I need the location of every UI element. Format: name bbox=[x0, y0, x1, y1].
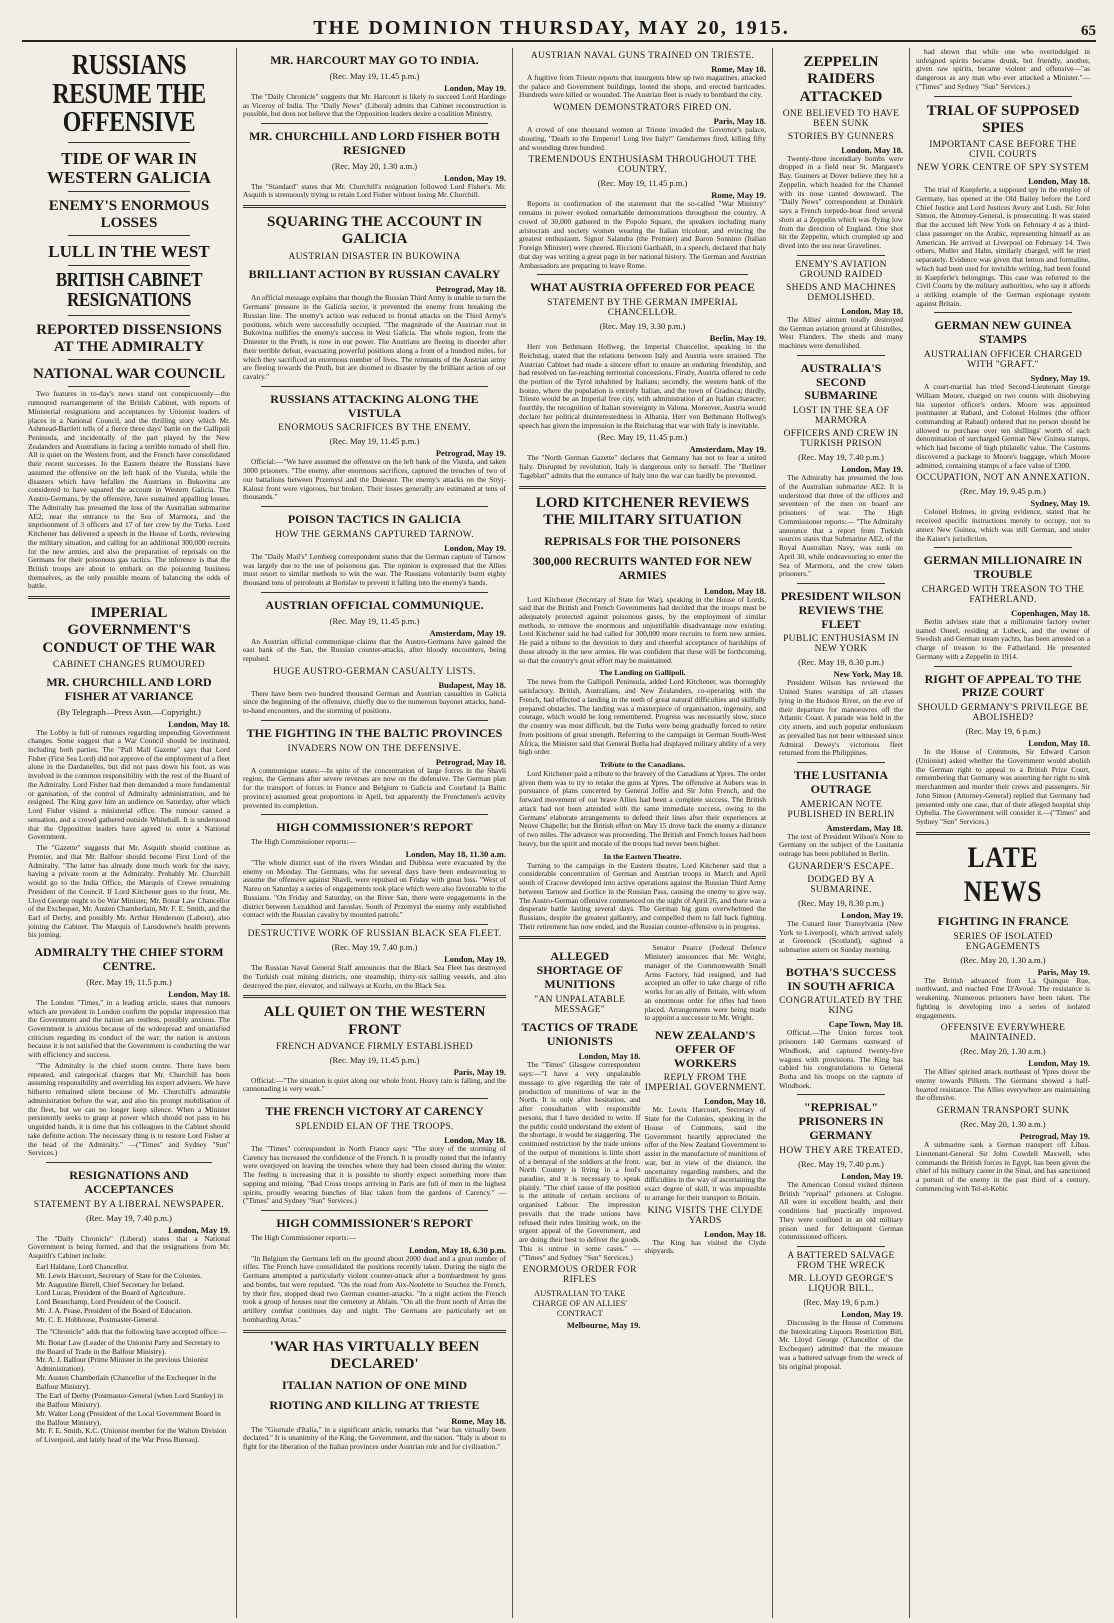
dateline: London, May 19. bbox=[168, 1224, 230, 1235]
dateline: London, May 18, 11.30 a.m. bbox=[405, 848, 506, 859]
list-item: Mr. J. A. Pease, President of the Board of Education. bbox=[36, 1306, 192, 1316]
dateline: Amsterdam, May 19. bbox=[429, 627, 506, 638]
article-paragraph: Official:—"We have assumed the offensive on the left bank of the Vistula, and taken 3000 prisoners. "The enemy, after enormous sacrifices, captured the trenches of two of our battalions between Przemysl and the Dniester. The enemy's attacks on the Stryj-Kalusz front were vigorous, but broken. Their losses generally are estimated at tens of thousands." bbox=[243, 457, 506, 502]
headline-war-council: NATIONAL WAR COUNCIL bbox=[33, 366, 225, 383]
subhead-liberal-newspaper: STATEMENT BY A LIBERAL NEWSPAPER. bbox=[33, 1199, 225, 1210]
headline-carency: THE FRENCH VICTORY AT CARENCY bbox=[265, 1104, 484, 1119]
intro-paragraph: Two features in to-day's news stand out conspicuously—the rumoured rearrangement of the British Cabinet, with reports of Ministerial resignations and acceptances by Unionist leaders of places in a National Council, and the thrilling story which Mr. Ashmead-Bartlett tells of a fierce three days' battle on the Gallipoli Peninsula, and incidentally of the part played by the New Zealanders and Australians in facing a terrible tornado of shell fire. All is quiet on the Western front, and the French have consolidated their recent successes. In the Eastern theatre the Russians have assumed the offensive on the left bank of the Vistula, while the disasters which have befallen the Austrians in Bukovina are considered to have squared the account in Western Galicia. The Austro-Germans, by the offensive, have sustained appalling losses. The Admiralty has presumed the loss of the Australian submarine AE2, near the entrance to the Sea of Marmora, and the imprisonment of 3 officers and 17 of her crew by the Turks. Lord Kitchener has delivered a speech in the House of Lords, reviewing the military situation, and calling for an additional 300,000 recruits for the new armies, and also the preparation of reprisals on the Germans for their poisonous gas tactics. The inference is that the British troops are about to embark on the poisoning business themselves, as the only possible means of balancing the odds of battle. bbox=[28, 389, 230, 591]
article-paragraph: Reports in confirmation of the statement that the so-called "War Ministry" remains in power evoked remarkable demonstrations throughout the country. A crowd of 30,000 gathered in the Popolo Square, the speakers including many aristocrats and society women wearing the Italian tricolour, and evincing the greatest enthusiasm. Signor Salandra (the Premier) and Baron Sonnino (Italian Foreign Minister) were cheered. Ricciotti Garibaldi, in a speech, declared that Italy that day was writing a great page in her national history. The German and Austrian Ambassadors are preparing to leave Rome. bbox=[519, 199, 766, 270]
received-line: (Rec. May 19, 11.45 p.m.) bbox=[329, 436, 420, 447]
article-paragraph: The Admiralty has presumed the loss of the Australian submarine AE2. It is understood that three of the officers and seventeen of the men on board are prisoners of war. The High Commissioner reports:— "The Admiralty announce that a report from Turkish sources states that Submarine AE2, of the Royal Australian Navy, was sunk on April 30, while endeavouring to enter the Sea of Marmora, and the crew taken prisoners." bbox=[779, 473, 903, 579]
subhead-black-sea: DESTRUCTIVE WORK OF RUSSIAN BLACK SEA FLEET. bbox=[247, 929, 502, 940]
headline-lusitania: THE LUSITANIA OUTRAGE bbox=[793, 767, 889, 796]
article-paragraph: The "Times" correspondent in North France says: "The story of the storming of Carency has increased the confidence of the French. It is proudly noted that the infantry were overjoyed on leaving the trenches where they had been closed during the winter. The feeling is increasing that it is possible to shortly expect something more than sapping and mining. "Bad Cross troops arriving in Paris are full of men in the highest spirits, proudly wearing bunches of lilac taken from the gardens of Carency." —("Times" and Sydney "Sun" Services.) bbox=[243, 1144, 506, 1206]
article-paragraph: In the House of Commons, Sir Edward Carson (Unionist) asked whether the Government would abolish the German right to appeal to a British Prize Court, remembering that Germany was asserting her right to sink merchantmen and murder their crews and passengers. Sir John Simon (Attorney-General) replied that Germany had presented only one case, that of their alleged hospital ship Ophelia. The Government will consider it.—("Times" and Sydney "Sun" Services.) bbox=[916, 747, 1090, 827]
article-paragraph: A submarine sank a German transport off Libau. Lieutenant-General Sir John Cowdell Maxwell, who commands the British forces in Egypt, has been given the chief of his military career in the Sinai, and has sanctioned a pursuit of the enemy in the past third of a century, commencing with Tel-el-Kebir. bbox=[916, 1140, 1090, 1193]
article-paragraph: The news from the Gallipoli Peninsula, added Lord Kitchener, was thoroughly satisfactory. British, Australians, and New Zealanders, co-operating with the French, had effected a landing in the teeth of great natural difficulties and skilfully prepared obstacles. The landing was a masterpiece of organisation, ingenuity, and courage, which would be long remembered. Progress was necessarily slow, since the country was most difficult, but the Turks were being gradually forced to retire from positions of great strength. Referring to the campaign in German South-West Africa, the Minister said that General Botha had displayed military ability of a very high order. bbox=[519, 677, 766, 757]
received-line: (Rec. May 19, 9.45 p.m.) bbox=[960, 486, 1046, 497]
subhead-cabinet-changes: CABINET CHANGES RUMOURED bbox=[52, 659, 206, 670]
article-paragraph: An Austrian official communique claims that the Austro-Germans have gained the east bank of the San, the Russian counter-attacks, after bloody encounters, being repulsed. bbox=[243, 636, 506, 663]
columns bbox=[22, 48, 1096, 1618]
article-paragraph: Senator Pearce (Federal Defence Minister) announces that Mr. Wright, manager of the Commonwealth Small Arms Factory, had resigned, and had accepted an offer to take charge of rifle works for an ally of Britain, with whom an enormous order for rifles had been placed. Arrangements were being made to appoint a successor to Mr. Wright. bbox=[644, 943, 766, 1023]
list-item: Mr. F. E. Smith, K.C. (Unionist member for the Walton Division of Liverpool, and lately head of the War Press Bureau). bbox=[36, 1426, 227, 1445]
dateline: New York, May 18. bbox=[833, 669, 903, 680]
article-paragraph: Turning to the campaign in the Eastern theatre, Lord Kitchener said that a considerable concentration of German and Austrian troops in March and April south of Cracow developed into active operations against the Russian Third Army between Tarnow and Gorlice in the Russian Pass, causing the enemy to give way. The Austro-German offensive commenced on the night of April 26, and there was a desperate battle lasting several days. The German big guns overwhelmed the Russians, despite the greatest gallantry, and compelled them to fall back fighting. Their retirement has now ended, and the Russian counter-offensive is in progress. bbox=[519, 860, 766, 931]
subhead-casualty-lists: HUGE AUSTRO-GERMAN CASUALTY LISTS. bbox=[273, 666, 476, 677]
list-item: The Earl of Derby (Postmaster-General (when Lord Stanley) in the Balfour Ministry). bbox=[36, 1390, 224, 1409]
dateline: Amsterdam, May 18. bbox=[826, 822, 903, 833]
subhead-spy-system: NEW YORK CENTRE OF SPY SYSTEM bbox=[916, 163, 1090, 174]
received-line: (Rec. May 19, 11.45 p.m.) bbox=[597, 432, 688, 443]
dateline: London, May 19. bbox=[444, 82, 506, 93]
article-paragraph: Lord Kitchener (Secretary of State for War), speaking in the House of Lords, said that the British and French Governments had decided that the troops must be adequately protected against poisonous gases, by the employment of similar methods, to remove the enormous and unjustifiable disadvantage now existing. Lord Kitchener said he had called for 300,000 more recruits to form new armies. He paid a tribute to the devotion to duty and cheerful acceptance of hardships of those already in the new armies. He was confident that these will be forthcoming, so that the country's great effort may be maintained. bbox=[519, 594, 766, 665]
article-paragraph: The "Daily Mail's" Lemberg correspondent states that the German capture of Tarnow was largely due to the use of poisonous gas. The opinion is expressed that the Allies must resort to similar methods to win the war. The Russians voluntarily burnt eighty thousand tons of petroleum at Borislav to prevent it falling into the enemy's hands. bbox=[243, 551, 506, 587]
article-paragraph: The High Commissioner reports:— bbox=[251, 837, 356, 847]
article-paragraph: The High Commissioner reports:— bbox=[251, 1232, 356, 1242]
subhead-enthusiasm: TREMENDOUS ENTHUSIASM THROUGHOUT THE COUNTRY. bbox=[528, 155, 757, 176]
subhead-women-demonstrators: WOMEN DEMONSTRATORS FIRED ON. bbox=[553, 103, 732, 114]
received-line: (Rec. May 19, 7.40 p.m.) bbox=[331, 942, 418, 953]
dateline: Rome, May 18. bbox=[451, 1415, 506, 1426]
headline-reprisals: REPRISALS FOR THE POISONERS bbox=[544, 534, 741, 549]
subhead-aviation-ground: ENEMY'S AVIATION GROUND RAIDED bbox=[795, 259, 887, 280]
article-paragraph: The "Standard" states that Mr. Churchill's resignation followed Lord Fisher's. Mr. Asquith is strenuously trying to retain Lord Fisher without losing Mr. Churchill. bbox=[243, 181, 506, 200]
subhead-naval-guns: AUSTRIAN NAVAL GUNS TRAINED ON TRIESTE. bbox=[530, 51, 755, 61]
subhead-king: CONGRATULATED BY THE KING bbox=[779, 996, 903, 1017]
article-paragraph: The "Daily Chronicle" suggests that Mr. Harcourt is likely to succeed Lord Hardinge as Viceroy of India. The "Daily News" (Liberal) admits that Cabinet reconstruction is possible, but does not believe that the Opposition leaders desire a coalition Ministry. bbox=[243, 91, 506, 119]
dateline: Petrograd, May 19. bbox=[1019, 1131, 1090, 1142]
article-paragraph: Colonel Holmes, in giving evidence, stated that he received specific instructions merely to occupy, not to annex New Guinea, which was still German, and under the Kaiser's jurisdiction. bbox=[916, 507, 1090, 543]
headline-austria-offered: WHAT AUSTRIA OFFERED FOR PEACE bbox=[530, 280, 755, 295]
article-paragraph: Twenty-three incendiary bombs were dropped in a field near St. Margaret's Bay. Gunners at Dover believe they hit a Zeppelin, which headed for the Channel with its nose canted downward. The "Daily News" correspondent at Dunkirk says a French torpedo-boat fired several shots at a Zeppelin which was flying low from the direction of England. One shot hit the Zeppelin, which crumpled up and dived into the sea near Gravelines. bbox=[779, 153, 903, 251]
article-paragraph: An official message explains that though the Russian Third Army is unable to turn the Germans' pressure in the Galicia sector, it prevented the enemy from breaking the Russian line. The enemy's action was reduced to frontal attacks on the Third Army's positions, which were successfully occupied. "The magnitude of the Austrian rout in Bukovina nullifies the enemy's success in West Galicia. The whole region, from the Dniester to the Pruth, is now in our power. The Austrians are fleeing in disorder after their terrible defeat, evacuating powerful positions along a front of a hundred miles, for which they sacrificed an enormous number of lives. The remnants of the Austrian army are fleeing towards the Pruth, but are doomed to disaster by the brilliant action of our cavalry." bbox=[243, 293, 506, 381]
subhead-salvage: A BATTERED SALVAGE FROM THE WRECK bbox=[787, 1250, 895, 1271]
article-paragraph: The Russian Naval General Staff announces that the Black Sea Fleet has destroyed the Turkish coal mining districts, one steamship, thirty-six sailing vessels, and also destroyed the pier, elevator, and railways at Kozlu, on the Black Sea. bbox=[243, 963, 506, 990]
dateline: Petrograd, May 18. bbox=[435, 284, 506, 295]
headline-high-commissioner-2: HIGH COMMISSIONER'S REPORT bbox=[276, 1216, 473, 1231]
headline-zeppelin: ZEPPELIN RAIDERS ATTACKED bbox=[799, 54, 883, 105]
article-paragraph: Official.—The Union forces took prisoners 140 Germans eastward of Windhoek, and captured twenty-five wagons with provisions. The King has cabled his congratulations to General Botha and his troops on the capture of Windhoek. bbox=[779, 1028, 903, 1090]
masthead-title: THE DOMINION THURSDAY, MAY 20, 1915. bbox=[313, 17, 790, 39]
headline-reprisal-prisoners: "REPRISAL" PRISONERS IN GERMANY bbox=[798, 1100, 884, 1143]
subhead-imperial-reply: REPLY FROM THE IMPERIAL GOVERNMENT. bbox=[644, 1073, 766, 1094]
list-item: Mr. Bonar Law (Leader of the Unionist Party and Secretary to the Board of Trade in the Balfour Ministry). bbox=[36, 1337, 220, 1356]
subhead-sacrifices: ENORMOUS SACRIFICES BY THE ENEMY. bbox=[278, 423, 471, 434]
dateline: London, May 18, 6.30 p.m. bbox=[408, 1244, 506, 1255]
article-paragraph: The Allies' spirited attack northeast of Ypres drove the enemy towards Pilkem. The Germans showed a half-hearted resistance. The Allies everywhere are maintaining the offensive. bbox=[916, 1067, 1090, 1103]
column-4 bbox=[773, 48, 910, 1618]
headline-stamps: GERMAN NEW GUINEA STAMPS bbox=[934, 318, 1072, 347]
article-paragraph: Berlin advises state that a millionaire factory owner named Oneel, residing at Lubeck, and the owner of Swedish and German steam yachts, has been arrested on a charge of treason to the Fatherland. He presented Germany with a Zeppelin in 1914. bbox=[916, 616, 1090, 661]
subhead-graft: AUSTRALIAN OFFICER CHARGED WITH "GRAFT." bbox=[923, 350, 1083, 371]
article-paragraph: The "Giornale d'Italia," in a significant article, remarks that "war has virtually been declared." It is unanimity of the King, the Government, and the nation. "Italy is about to fight for the liberation of the Italian provinces under Austrian rule and for civilisation." bbox=[243, 1424, 506, 1452]
dateline: Rome, May 19. bbox=[711, 190, 766, 201]
column-3 bbox=[513, 48, 773, 1618]
dateline: Paris, May 19. bbox=[1037, 966, 1090, 977]
article-paragraph: The Cunard liner Transylvania (New York to Liverpool), which arrived safely at Greenock (Scotland), sighted a submarine astern on Sunday morning. bbox=[779, 918, 903, 954]
received-line: (Rec. May 20, 1.30 a.m.) bbox=[960, 1046, 1046, 1057]
article-paragraph: The Lobby is full of rumours regarding impending Government changes. Some suggest that a War Council should be instituted, including both parties. The "Pall Mall Gazette" says that Lord Fisher (First Sea Lord) did not approve of the employment of a fleet alone in the Dardanelles, but did not pass down his foot, as was involved in the common responsibility with the rest of the Board of the Admiralty. Lord Fisher had then demanded a more fundamental or ganisation, of the control of Admiralty administration, and he resigned. The King gave him an audience on Saturday, after which Lord Fisher visited a ministerial office. The rumour caused a sensation, and a crowd gathered outside Whitehall. It is understood that the Opposition leaders have agreed to enter a National Government. bbox=[28, 727, 230, 842]
subhead-turkish-prison: OFFICERS AND CREW IN TURKISH PRISON bbox=[783, 429, 899, 450]
subhead-privilege: SHOULD GERMANY'S PRIVILEGE BE ABOLISHED? bbox=[917, 703, 1089, 724]
headline-munitions: ALLEGED SHORTAGE OF MUNITIONS bbox=[536, 949, 623, 992]
subhead-unpalatable: "AN UNPALATABLE MESSAGE" bbox=[534, 994, 626, 1015]
article-paragraph: President Wilson has reviewed the United States warships of all classes lying in the Hudson River, on the eve of their departure for manoeuvres off the Atlantic Coast. A parade was held in the city streets, and such popular enthusiasm as prevailed has not been witnessed since Admiral Dewey's victorious fleet returned from the Philippines. bbox=[779, 678, 903, 758]
dateline: London, May 19. bbox=[841, 1308, 903, 1319]
dateline: Sydney, May 19. bbox=[1030, 373, 1090, 384]
subhead-rifles: ENORMOUS ORDER FOR RIFLES bbox=[522, 1265, 637, 1286]
article-paragraph: The "Chronicle" adds that the following have accepted office:— bbox=[36, 1326, 227, 1336]
headline-resignations: RESIGNATIONS AND ACCEPTANCES bbox=[69, 1167, 189, 1196]
article-paragraph: The "North German Gazette" declares that Germany has not to fear a united Italy. Disrupted by revolution, Italy is dangerous only to herself. The "Berliner Tageblatt" admits that the entrance of Italy into the war can hardly be prevented. bbox=[519, 453, 766, 480]
dateline: London, May 19. bbox=[444, 954, 506, 965]
article-paragraph: The text of President Wilson's Note to Germany on the subject of the Lusitania outrage has been published in Berlin. bbox=[779, 831, 903, 859]
article-paragraph: A crowd of one thousand women at Trieste invaded the Governor's palace, shouting, "Death to the Emperor! Long live Italy!" Gendarmes fired, killing fifty and wounding three hundred. bbox=[519, 125, 766, 152]
subhead-chancellor: STATEMENT BY THE GERMAN IMPERIAL CHANCELLOR. bbox=[547, 298, 738, 319]
subhead-offensive: OFFENSIVE EVERYWHERE MAINTAINED. bbox=[940, 1023, 1066, 1044]
headline-wilson-fleet: PRESIDENT WILSON REVIEWS THE FLEET bbox=[780, 588, 902, 631]
received-line: (Rec. May 19, 11.45 p.m.) bbox=[329, 1054, 420, 1065]
dateline: Amsterdam, May 19. bbox=[689, 444, 766, 455]
headline-spies: TRIAL OF SUPPOSED SPIES bbox=[926, 102, 1080, 136]
dateline: London, May 18. bbox=[168, 718, 230, 729]
article-paragraph: The British advanced from La Quinque Rue, northward, and reached Fme D'Avoué. The resistance is weakening. Numerous prisoners have been taken. The fighting is developing into a series of isolated engagements. bbox=[916, 975, 1090, 1020]
headline-russian-cavalry: BRILLIANT ACTION BY RUSSIAN CAVALRY bbox=[248, 266, 501, 281]
dateline: Melbourne, May 19. bbox=[566, 1320, 641, 1331]
headline-ae2: AUSTRALIA'S SECOND SUBMARINE bbox=[800, 360, 882, 403]
dateline: London, May 19. bbox=[841, 464, 903, 475]
article-paragraph: "The whole district east of the rivers Windau and Dubissa were evacuated by the enemy on Monday. The Germans, who for several days have been endeavouring to assume the offensive against Shavli, were repulsed on Friday with great loss. "West of Nareu on Saturday a series of engagements took place which were also favourable to the Russians. "On Friday and Saturday, on the River San, there were engagements in the district between Lezakhod and Jaroslav. South of Przemysl the enemy only established contact with the Russian cavalry by mounted patrols." bbox=[243, 857, 506, 920]
dateline: Rome, May 18. bbox=[711, 64, 766, 74]
received-line: (Rec. May 19, 6 p.m.) bbox=[803, 1296, 879, 1307]
dateline: London, May 18. bbox=[578, 1051, 641, 1062]
byline: (By Telegraph—Press Assn.—Copyright.) bbox=[57, 706, 201, 717]
list-item: Mr. Lewis Harcourt, Secretary of State for the Colonies. bbox=[36, 1270, 203, 1280]
list-item: Mr. Austen Chamberlain (Chancellor of the Exchequer in the Balfour Ministry). bbox=[36, 1373, 217, 1392]
article-paragraph: The "Gazette" suggests that Mr. Asquith should continue as Premier, and that Mr. Balfour should become First Lord of the Admiralty. "The latter has already done much work for the navy, having a private room at the Admiralty. Probably Mr. Churchill would go to the India Office, the Marquis of Crewe remaining President of the Council. If Lord Kitchener goes to the front, Mr. Lloyd George ought to be War Minister, Mr. Bonar Law Chancellor of the Exchequer, Mr. Austen Chamberlain, Mr. F. E. Smith, and the Earl of Derby, and possibly Mr. Arthur Henderson (Labour), also joining the Cabinet. The Marquis of Lansdowne's health prevents his joining. bbox=[28, 843, 230, 940]
article-paragraph: Lord Kitchener paid a tribute to the bravery of the Canadians at Ypres. The order given them was to try to retake the guns at Ypres. The offensive at Aubers was in pursuance of plans concerted by General Joffre and Sir John French, and the forward movement of our brave Allies had been a complete success. The British attack had not been attended with the same immediate success, owing to the Germans' elaborate arrangements to defend their lines after their experiences at Neuve Chapelle; but the British effort on May 15 drove back the enemy a distance of two miles. The advance was proceeding. The British and French losses had been heavy, but the spirit and morale of the troops had never been higher. bbox=[519, 769, 766, 848]
dateline: Petrograd, May 18. bbox=[435, 756, 506, 767]
masthead bbox=[22, 10, 1096, 42]
subhead-treason: CHARGED WITH TREASON TO THE FATHERLAND. bbox=[921, 584, 1085, 605]
dateline: London, May 18. bbox=[841, 144, 903, 155]
dateline: Budapest, May 18. bbox=[438, 679, 506, 690]
dateline: London, May 19. bbox=[841, 1170, 903, 1181]
dateline: Sydney, May 19. bbox=[1030, 498, 1090, 509]
subhead-liquor-bill: MR. LLOYD GEORGE'S LIQUOR BILL. bbox=[788, 1273, 894, 1294]
headline-enemy-losses: ENEMY'S ENORMOUS LOSSES bbox=[48, 197, 210, 231]
headline-high-commissioner: HIGH COMMISSIONER'S REPORT bbox=[276, 820, 473, 835]
subhead-civil-courts: IMPORTANT CASE BEFORE THE CIVIL COURTS bbox=[929, 140, 1077, 161]
headline-poison-tactics: POISON TACTICS IN GALICIA bbox=[287, 511, 462, 526]
dateline: London, May 19. bbox=[444, 542, 506, 553]
received-line: (Rec. May 19, 11.5 p.m.) bbox=[86, 976, 172, 987]
dateline: London, May 18. bbox=[704, 1096, 766, 1107]
subhead-defensive: INVADERS NOW ON THE DEFENSIVE. bbox=[287, 743, 462, 754]
subhead-occupation: OCCUPATION, NOT AN ANNEXATION. bbox=[916, 473, 1090, 484]
headline-admiralty-storm: ADMIRALTY THE CHIEF STORM CENTRE. bbox=[34, 945, 224, 973]
dateline: London, May 18. bbox=[1028, 176, 1090, 187]
received-line: (Rec. May 19, 11.45 p.m.) bbox=[329, 615, 420, 626]
split-section bbox=[519, 944, 766, 1330]
headline-trade-unionists: TACTICS OF TRADE UNIONISTS bbox=[521, 1019, 638, 1048]
headline-trieste-rioting: RIOTING AND KILLING AT TRIESTE bbox=[269, 1397, 480, 1412]
headline-tide-of-war: TIDE OF WAR IN WESTERN GALICIA bbox=[47, 148, 211, 188]
subhead-transport-sunk: GERMAN TRANSPORT SUNK bbox=[936, 1106, 1070, 1117]
list-item: Mr. Augustine Birrell, Chief Secretary for Ireland. bbox=[36, 1279, 185, 1289]
headline-squaring-galicia: SQUARING THE ACCOUNT IN GALICIA bbox=[267, 214, 482, 248]
dateline: Cape Town, May 18. bbox=[828, 1019, 903, 1030]
list-item: Mr. C. E. Hobhouse, Postmaster-General. bbox=[36, 1315, 159, 1325]
headline-lull-west: LULL IN THE WEST bbox=[48, 242, 210, 262]
received-line: (Rec. May 19, 3.30 p.m.) bbox=[599, 321, 686, 332]
dateline: London, May 18. bbox=[704, 1228, 766, 1239]
list-item: Mr. A. J. Balfour (Prime Minister in the previous Unionist Administration). bbox=[36, 1355, 209, 1374]
subhead-isolated: SERIES OF ISOLATED ENGAGEMENTS bbox=[953, 931, 1053, 952]
section-canadians: Tribute to the Canadians. bbox=[599, 760, 686, 769]
article-paragraph: The trial of Kuepferle, a supposed spy in the employ of Germany, has opened at the Old Bailey before the Lord Chief Justice and Lord Justices Avory and Lush. Sir John Simon, the Attorney-General, is prosecuting. It was stated that the accused left New York on February 4 as a third-class passenger on the Arabic, representing himself as an American. He arrived at Liverpool on February 14. Two others, Muller and Hahn, similarly charged, will be tried separately. Evidence was given that lemon and formaline, which had been used for invisible writing, had been found in Kuepferle's belongings. This case was referred to the Civil Courts by the military authorities, who say it affords a striking example of the German espionage system against Britain. bbox=[916, 185, 1090, 308]
subhead-tarnow: HOW THE GERMANS CAPTURED TARNOW. bbox=[275, 529, 474, 540]
section-gallipoli: The Landing on Gallipoli. bbox=[599, 668, 686, 678]
column-2 bbox=[237, 48, 513, 1618]
subhead-sheds: SHEDS AND MACHINES DEMOLISHED. bbox=[786, 282, 896, 303]
received-line: (Rec. May 19, 7.40 p.m.) bbox=[798, 1158, 884, 1169]
dateline: London, May 19. bbox=[1028, 1058, 1090, 1069]
received-line: (Rec. May 20, 1.30 a.m.) bbox=[960, 954, 1046, 965]
dateline: Berlin, May 19. bbox=[709, 333, 766, 344]
article-paragraph: The "Daily Chronicle" (Liberal) states that a National Government is being formed, and that the resignations from Mr. Asquith's Cabinet include: bbox=[28, 1233, 230, 1261]
article-paragraph: "The Admiralty is the chief storm centre. There have been repeated, and categorical charges that Mr. Churchill has been assuming responsibility and overriding his expert advisers. We have hitherto remained silent because of Mr. Churchill's admirable administration before the war, and also his prompt mobilisation of the fleet, but we can no longer keep silence. When a Minister persistently seeks to grasp at power which should not pass to his unguided hands, it is time that his colleagues in the Cabinet should take definite action. The necessary thing is to restore Lord Fisher at the head of the Admiralty." —("Times" and Sydney "Sun" Services.) bbox=[28, 1060, 230, 1158]
subhead-american-note: AMERICAN NOTE PUBLISHED IN BERLIN bbox=[787, 799, 895, 820]
dateline: Petrograd, May 19. bbox=[435, 448, 506, 459]
headline-admiralty-dissensions: REPORTED DISSENSIONS AT THE ADMIRALTY bbox=[36, 321, 222, 355]
dateline: Paris, May 19. bbox=[453, 1066, 506, 1077]
headline-imperial-government: IMPERIAL GOVERNMENT'S CONDUCT OF THE WAR bbox=[42, 605, 216, 656]
dateline: London, May 18. bbox=[704, 585, 766, 596]
headline-prize-court: RIGHT OF APPEAL TO THE PRIZE COURT bbox=[924, 671, 1082, 700]
received-line: (Rec. May 20, 1.30 a.m.) bbox=[331, 160, 418, 171]
received-line: (Rec. May 19, 8.30 p.m.) bbox=[798, 657, 884, 668]
received-line: (Rec. May 19, 7.40 p.m.) bbox=[86, 1212, 172, 1223]
subhead-sunk: ONE BELIEVED TO HAVE BEEN SUNK bbox=[782, 108, 900, 129]
article-paragraph: A communique states:—In spite of the concentration of large forces in the Shavli region, the Germans after severe reverses are now on the defensive. The German plan for the transport of forces in France and Belgium to Galicia and Courland (a Baltic province) assumed great proportions in April, but apparently the Frenchmen's activity prevented its completion. bbox=[243, 765, 506, 810]
article-paragraph: Mr. Lewis Harcourt, Secretary of State for the Colonies, speaking in the House of Commons, said the Government heartily appreciated the offer of the New Zealand Government to assist in the manufacture of munitions of war, but in view of the distance, the uncertainty regarding numbers, and the difficulties in the way of ascertaining the exact degree of skill, it was impossible to arrange for their transport to Britain. bbox=[644, 1105, 766, 1202]
resigned-list bbox=[28, 1263, 230, 1325]
headline-both-resigned: MR. CHURCHILL AND LORD FISHER BOTH RESIGNED bbox=[249, 129, 500, 157]
received-line: (Rec. May 19, 7.40 p.m.) bbox=[798, 452, 884, 463]
received-line: (Rec. May 19, 6 p.m.) bbox=[965, 726, 1041, 737]
subhead-submarine: DODGED BY A SUBMARINE. bbox=[807, 874, 875, 895]
headline-baltic: THE FIGHTING IN THE BALTIC PROVINCES bbox=[246, 725, 503, 740]
article-paragraph: The London "Times," in a leading article, states that rumours which are prevalent in London confirm the popular impression that the Government and the nation are restless, possibly anxious. The Government is anxious because of the widespread and unsatisfied criticism regarding its conduct of the war; the nation is anxious because it is not satisfied that the Government is conducting the war with efficiency and success. bbox=[28, 997, 230, 1060]
article-paragraph: The "Times" Glasgow correspondent says:—"I have a very unpalatable message to give regarding the rate of production of munitions of war in the North. It is only after hesitation, and after consultation with responsible persons, that I have decided to write. If the public could understand the extent of the shortage, it would be staggering. The continued restriction by the trade unions of the output of munitions is little short of a betrayal of the soldiers at the front. North Country is living in a fool's paradise, and it is necessary to speak plainly. "The chief cause of the position is the attitude of certain sections of organised Labour. The impression prevails that the trade unions have refused their rules limiting work, on the urgent appeal of the Government, and are doing their best to deliver the goods. This is untrue in some cases." —("Times" and Sydney "Sun" Services.) bbox=[519, 1060, 641, 1262]
dateline: London, May 19. bbox=[444, 172, 506, 183]
dateline: Copenhagen, May 18. bbox=[1011, 607, 1090, 618]
article-paragraph: A court-martial has tried Second-Lieutenant George William Moore, charged on two counts with disobeying his superior officer's orders. Moore was appointed postmaster at Rabaul, and Colonel Holmes (the officer commanding at Rabaul) ordered that no person should be allowed to purchase over ten shillings' worth of each denomination of surcharged German New Guinea stamps, which had become of high philatelic value. The Customs discovered a package to Moore's baggage, which Moore admitted, containing stamps of a face value of £300. bbox=[916, 382, 1090, 470]
article-paragraph: "In Belgium the Germans left on the ground about 2000 dead and a great number of rifles. The French have consolidated the positions recently taken. During the night the Germans attempted a particularly violent counter-attack after a bombardment by guns and bombs, but were repulsed. "On the road from Aix-Noulette to Souchez the French, by their fire, stopped dead two German counter-attacks. "In a night action the French took a group of houses near the cemetery at Ablain. "On all the front north of Arras the artillery combat continues day and night. The Germans are particularly set on bombarding Arras." bbox=[243, 1253, 506, 1324]
subhead-cunarder: GUNARDER'S ESCAPE. bbox=[788, 861, 894, 872]
subhead-new-york: PUBLIC ENTHUSIASM IN NEW YORK bbox=[783, 634, 899, 655]
headline-cabinet-resignations: BRITISH CABINET RESIGNATIONS bbox=[55, 268, 203, 312]
list-item: Earl Haldane, Lord Chancellor. bbox=[36, 1261, 129, 1271]
article-paragraph: had shown that while one who overindulged in unfeigned spirits became drunk, but friendly, another, given raw spirits, became violent and offensive—"as dangerous as any man who ever attacked a Minister."—("Times" and Sydney "Sun" Services.) bbox=[916, 48, 1090, 91]
article-paragraph: Official:—"The situation is quiet along our whole front. Heavy rain is falling, and the cannonading is very weak." bbox=[243, 1075, 506, 1094]
dateline: London, May 18. bbox=[1028, 738, 1090, 749]
headline-botha: BOTHA'S SUCCESS IN SOUTH AFRICA bbox=[785, 964, 897, 993]
accepted-list bbox=[28, 1339, 230, 1446]
subhead-bukowina: AUSTRIAN DISASTER IN BUKOWINA bbox=[288, 251, 461, 262]
received-line: (Rec. May 20, 1.30 a.m.) bbox=[960, 1119, 1046, 1130]
received-line: (Rec. May 19, 11.45 p.m.) bbox=[329, 70, 420, 81]
article-paragraph: There have been two hundred thousand German and Austrian casualties in Galicia since the beginning of the offensive, chiefly due to the numerous bayonet attacks, hand-to-hand encounters, and the storming of positions. bbox=[243, 688, 506, 716]
list-item: Mr. Walter Long (President of the Local Government Board in the Balfour Ministry). bbox=[36, 1408, 221, 1427]
received-line: (Rec. May 19, 8.30 p.m.) bbox=[798, 897, 884, 908]
subhead-gunners: STORIES BY GUNNERS bbox=[787, 131, 895, 142]
headline-fighting-france: FIGHTING IN FRANCE bbox=[937, 913, 1069, 928]
headline-italian-nation: ITALIAN NATION OF ONE MIND bbox=[281, 1378, 468, 1393]
subhead-clyde: KING VISITS THE CLYDE YARDS bbox=[647, 1205, 764, 1226]
headline-kitchener: LORD KITCHENER REVIEWS THE MILITARY SITUATION bbox=[535, 494, 750, 528]
article-paragraph: The King has visited the Clyde shipyards. bbox=[644, 1237, 766, 1256]
subhead-marmora: LOST IN THE SEA OF MARMORA bbox=[792, 406, 890, 427]
list-item: Lord Lucas, President of the Board of Agriculture. bbox=[36, 1288, 186, 1298]
headline-nz-workers: NEW ZEALAND'S OFFER OF WORKERS bbox=[655, 1028, 756, 1070]
late-news-banner: LATE NEWS bbox=[963, 840, 1043, 908]
headline-austrian-communique: AUSTRIAN OFFICIAL COMMUNIQUE. bbox=[265, 597, 484, 612]
article-paragraph: The American Consul visited thirteen British "reprisal" prisoners at Cologne. All were in excellent health, and their conditions had practically improved. They were confined in an old military prison used for delinquent German commissioned officers. bbox=[779, 1179, 903, 1242]
dateline: London, May 18. bbox=[168, 988, 230, 999]
dateline: London, May 18. bbox=[444, 1135, 506, 1146]
section-eastern: In the Eastern Theatre. bbox=[603, 851, 682, 861]
column-1 bbox=[22, 48, 237, 1618]
column-5 bbox=[910, 48, 1096, 1618]
main-headline: RUSSIANS RESUME THE OFFENSIVE bbox=[52, 50, 206, 139]
headline-millionaire: GERMAN MILLIONAIRE IN TROUBLE bbox=[923, 553, 1083, 582]
dateline: Paris, May 18. bbox=[713, 116, 766, 127]
headline-harcourt-india: MR. HARCOURT MAY GO TO INDIA. bbox=[270, 53, 479, 67]
subhead-french-advance: FRENCH ADVANCE FIRMLY ESTABLISHED bbox=[276, 1041, 473, 1052]
headline-all-quiet: ALL QUIET ON THE WESTERN FRONT bbox=[263, 1004, 486, 1038]
headline-churchill-fisher: MR. CHURCHILL AND LORD FISHER AT VARIANCE bbox=[46, 674, 212, 703]
list-item: Lord Beauchamp, Lord President of the Council. bbox=[36, 1297, 181, 1307]
page-number: 65 bbox=[1081, 23, 1096, 39]
article-paragraph: Herr von Bethmann Hollweg, the Imperial Chancellor, speaking in the Reichstag, stated that the relations between Italy and Austria were strained. The Austrian Cabinet had made a sincere effort to ensure an enduring friendship, and had resolved on far-reaching territorial concessions. Firstly, Austria offered to cede the portion of the Tyrol inhabited by Italians; secondly, the western bank of the Isonzo, where the population is entirely Italian, and the town of Gradisca; thirdly, Trieste would be an Imperial free city, with administration of an Italian character; fourthly, the recognition of Italian sovereignty in Valona. Moreover, Austria would declare her political disinterestedness in Albania. Herr von Bethmann Hollweg's speech has given the impression in the Reichstag that war with Italy is inevitable. bbox=[519, 342, 766, 430]
subhead-elan: SPLENDID ELAN OF THE TROOPS. bbox=[295, 1122, 454, 1133]
subhead-treated: HOW THEY ARE TREATED. bbox=[779, 1145, 903, 1156]
received-line: AUSTRALIAN TO TAKE CHARGE OF AN ALLIES' CONTRACT bbox=[532, 1288, 627, 1319]
received-line: (Rec. May 19, 11.45 p.m.) bbox=[597, 178, 688, 189]
article-paragraph: A fugitive from Trieste reports that insurgents blew up two magazines, attacked the palace and Government buildings, looted the shops, and erected barricades. Hundreds were killed or wounded. The Austrian fleet is ready to bombard the city. bbox=[519, 73, 766, 100]
headline-vistula: RUSSIANS ATTACKING ALONG THE VISTULA bbox=[270, 391, 479, 420]
dateline: London, May 19. bbox=[841, 909, 903, 920]
dateline: London, May 18. bbox=[841, 305, 903, 316]
headline-war-declared: 'WAR HAS VIRTUALLY BEEN DECLARED' bbox=[269, 1338, 480, 1372]
article-paragraph: The Allies' airmen totally destroyed the German aviation ground at Ghistelles, West Flanders. The sheds and many machines were demolished. bbox=[779, 314, 903, 351]
article-paragraph: Discussing in the House of Commons the Intoxicating Liquors Restriction Bill, Mr. Lloyd George (Chancellor of the Exchequer) admitted that the measure was a battered salvage from the wreck of his original proposal. bbox=[779, 1317, 903, 1371]
headline-recruits: 300,000 RECRUITS WANTED FOR NEW ARMIES bbox=[532, 553, 753, 582]
